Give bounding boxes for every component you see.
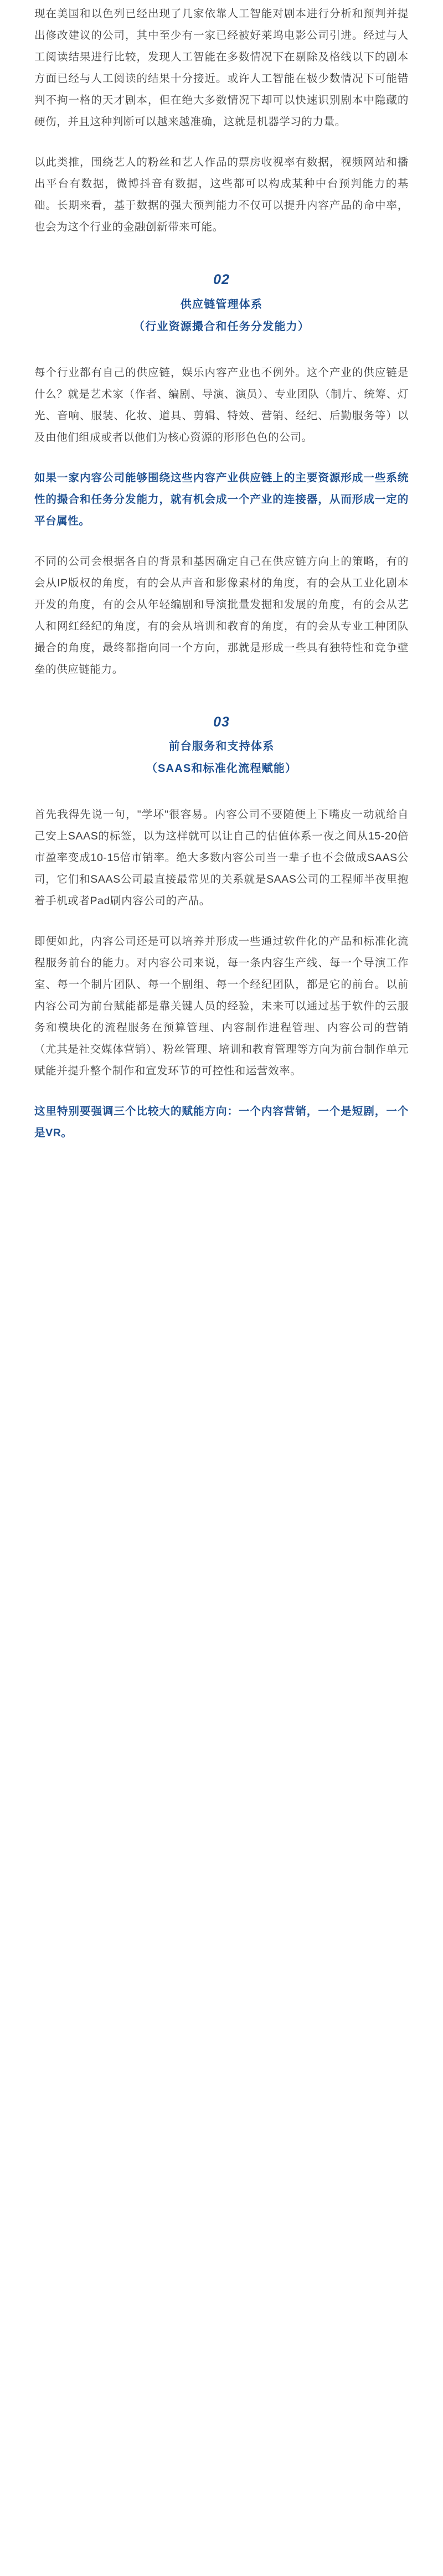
paragraph-7: 即便如此，内容公司还是可以培养并形成一些通过软件化的产品和标准化流程服务前台的能力。对内容公司来说，每一条内容生产线、每一个导演工作室、每一个制片团队、每一个剧组、每一个经纪团队，都是它的前台。以前内容公司为前台赋能都是靠关键人员的经验，未来可以通过基于软件的云服务和模块化的流程服务在预算管理、内容制作进程管理、内容公司的营销（尤其是社交媒体营销）、粉丝管理、培训和教育管理等方向为前台制作单元赋能并提升整个制作和宣发环节的可控性和运营效率。 [34, 935, 409, 1077]
section-subtitle: （SAAS和标准化流程赋能） [146, 763, 297, 775]
paragraph-6: 首先我得先说一句，"学坏"很容易。内容公司不要随便上下嘴皮一动就给自己安上SAAS的标签，以为这样就可以让自己的估值体系一夜之间从15-20倍市盈率变成10-15倍市销率。绝大多数内容公司当一辈子也不会做成SAAS公司，它们和SAAS公司最直接最常见的关系就是SAAS公司的工程师半夜里抱着手机或者Pad刷内容公司的产品。 [34, 808, 409, 907]
section-subtitle: （行业资源撮合和任务分发能力） [133, 320, 310, 333]
section-header-03 [34, 709, 409, 780]
paragraph-5: 不同的公司会根据各自的背景和基因确定自己在供应链方向上的策略，有的会从IP版权的角度，有的会从声音和影像素材的角度，有的会从工业化剧本开发的角度，有的会从年轻编剧和导演批量发掘和发展的角度，有的会从艺人和网红经纪的角度，有的会从培训和教育的角度，有的会从专业工种团队撮合的角度，最终都指向同一个方向，那就是形成一些具有独特性和竞争壁垒的供应链能力。 [34, 555, 409, 676]
section-title: 供应链管理体系 [180, 298, 263, 311]
section-number: 02 [213, 272, 230, 287]
section-header-02 [34, 267, 409, 338]
paragraph-8-highlight: 这里特别要强调三个比较大的赋能方向：一个内容营销，一个是短剧，一个是VR。 [34, 1105, 409, 1139]
section-title: 前台服务和支持体系 [168, 740, 275, 753]
paragraph-1: 现在美国和以色列已经出现了几家依靠人工智能对剧本进行分析和预判并提出修改建议的公司，其中至少有一家已经被好莱坞电影公司引进。经过与人工阅读结果进行比较，发现人工智能在多数情况下在剔除及格线以下的剧本方面已经与人工阅读的结果十分接近。或许人工智能在极少数情况下可能错判不拘一格的天才剧本，但在绝大多数情况下却可以快速识别剧本中隐藏的硬伤，并且这种判断可以越来越准确，这就是机器学习的力量。 [34, 8, 409, 128]
paragraph-2: 以此类推，围绕艺人的粉丝和艺人作品的票房收视率有数据，视频网站和播出平台有数据，微博抖音有数据，这些都可以构成某种中台预判能力的基础。长期来看，基于数据的强大预判能力不仅可以提升内容产品的命中率，也会为这个行业的金融创新带来可能。 [34, 156, 409, 233]
section-number: 03 [213, 714, 230, 730]
paragraph-3: 每个行业都有自己的供应链，娱乐内容产业也不例外。这个产业的供应链是什么？就是艺术家（作者、编剧、导演、演员）、专业团队（制片、统筹、灯光、音响、服装、化妆、道具、剪辑、特效、营销、经纪、后勤服务等）以及由他们组成或者以他们为核心资源的形形色色的公司。 [34, 366, 409, 444]
paragraph-4-highlight: 如果一家内容公司能够围绕这些内容产业供应链上的主要资源形成一些系统性的撮合和任务分发能力，就有机会成一个产业的连接器，从而形成一定的平台属性。 [34, 471, 409, 527]
